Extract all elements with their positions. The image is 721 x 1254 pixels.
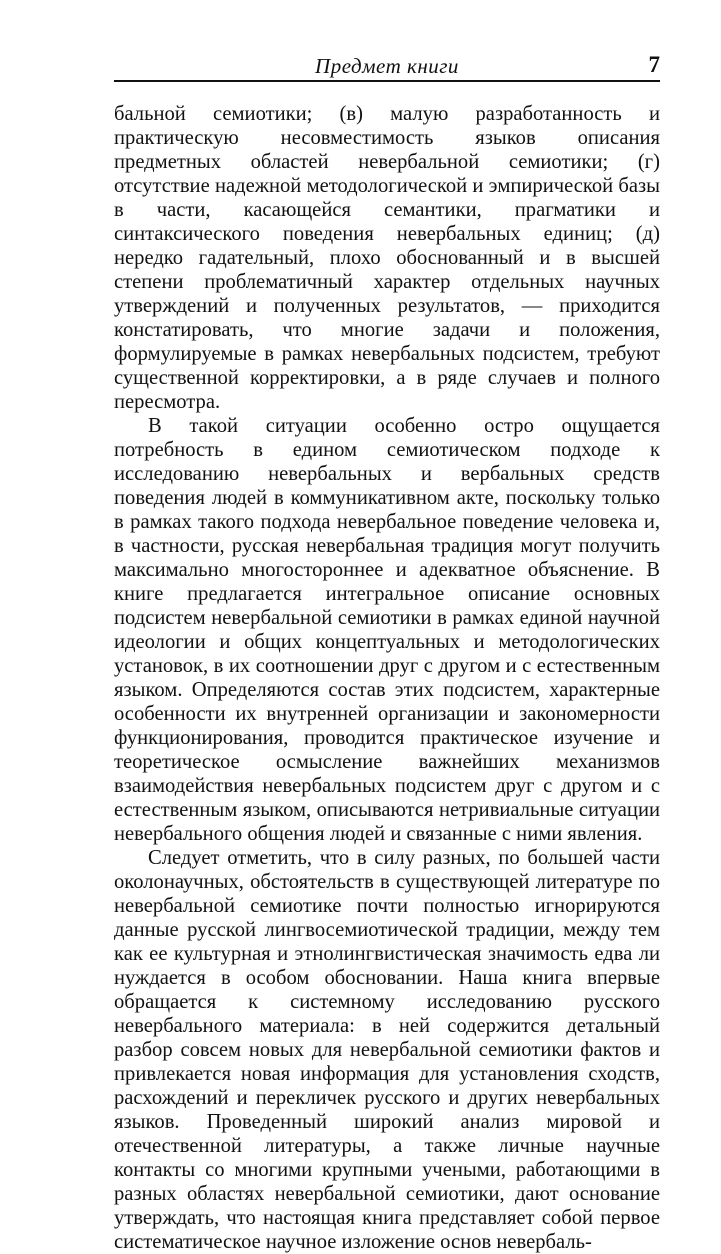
book-page xyxy=(114,50,660,1254)
paragraph-semiotic-approach: В такой ситуации особенно остро ощущается потребность в едином семиотическом подходе к исследованию невербальных и вербальных средств поведения людей в коммуникативном акте, поскольку только в рамках такого подхода невербальное поведение человека и, в частности, русская невербальная традиция могут получить максимально многостороннее и адекватное объяснение. В книге предлагается интегральное описание основных подсистем невербальной семиотики в рамках единой научной идеологии и общих концептуальных и методологических установок, в их соотношении друг с другом и с естественным языком. Определяются состав этих подсистем, характерные особенности их внутренней организации и закономерности функционирования, проводится практическое изучение и теоретическое осмысление важнейших механизмов взаимодействия невербальных подсистем друг с другом и с естественным языком, описываются нетривиальные ситуации невербального общения людей и связанные с ними явления. xyxy=(114,415,660,845)
running-head xyxy=(114,50,660,82)
paragraph-continuation: бальной семиотики; (в) малую разработанность и практическую несовместимость языков описания предметных областей невербальной семиотики; (г) отсутствие надежной методологической и эмпирической базы в части, касающейся семантики, прагматики и синтаксического поведения невербальных единиц; (д) нередко гадательный, плохо обоснованный и в высшей степени проблематичный характер отдельных научных утверждений и полученных результатов, — приходится констатировать, что многие задачи и положения, формулируемые в рамках невербальных подсистем, требуют существенной корректировки, а в ряде случаев и полного пересмотра. xyxy=(114,103,660,413)
running-title: Предмет книги xyxy=(315,54,459,78)
paragraph-russian-tradition: Следует отметить, что в силу разных, по большей части околонаучных, обстоятельств в существующей литературе по невербальной семиотике почти полностью игнорируются данные русской лингвосемиотической традиции, между тем как ее культурная и этнолингвистическая значимость едва ли нуждается в особом обосновании. Наша книга впервые обращается к системному исследованию русского невербального материала: в ней содержится детальный разбор совсем новых для невербальной семиотики фактов и привлекается новая информация для установления сходств, расхождений и перекличек русского и других невербальных языков. Проведенный широкий анализ мировой и отечественной литературы, а также личные научные контакты со многими крупными учеными, работающими в разных областях невербальной семиотики, дают основание утверждать, что настоящая книга представляет собой первое систематическое научное изложение основ невербаль- xyxy=(114,847,660,1253)
page-number: 7 xyxy=(648,52,660,77)
body-text xyxy=(114,102,660,1254)
